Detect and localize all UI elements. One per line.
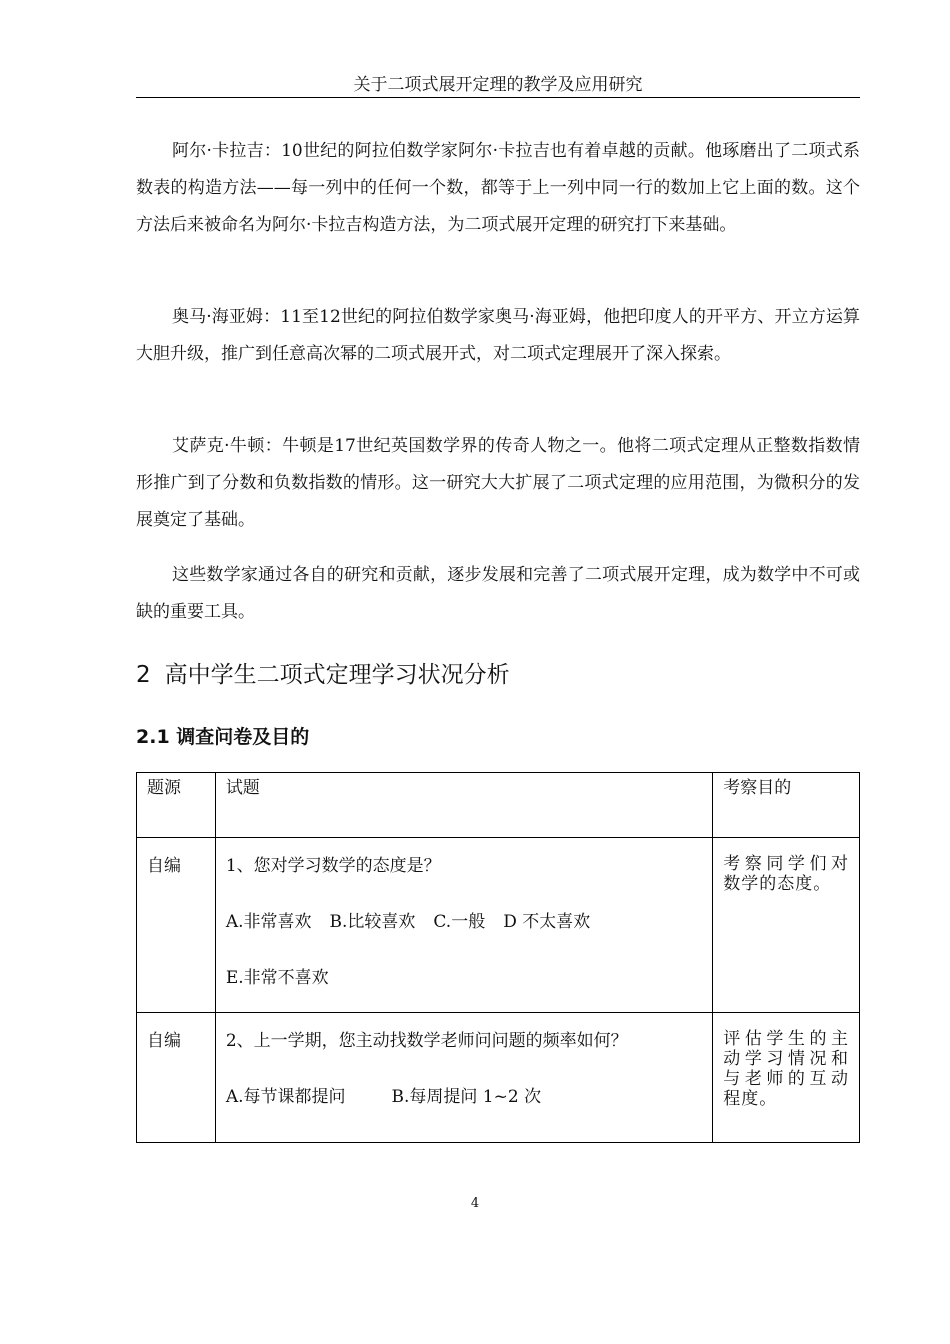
row-purpose: 评估学生的主动学习情况和与老师的互动程度。 [713, 1013, 860, 1143]
running-header: 关于二项式展开定理的教学及应用研究 [353, 75, 643, 95]
subsection-heading: 2.1 调查问卷及目的 [136, 726, 310, 748]
question-options: A.非常喜欢 B.比较喜欢 C.一般 D 不太喜欢 [225, 912, 591, 932]
paragraph-al-karaji: 阿尔·卡拉吉：10世纪的阿拉伯数学家阿尔·卡拉吉也有着卓越的贡献。他琢磨出了二项式系数表的构造方法——每一列中的任何一个数，都等于上一列中同一行的数加上它上面的数。这个方法后来被命名为阿尔·卡拉吉构造方法，为二项式展开定理的研究打下来基础。 [136, 141, 860, 235]
page-number: 4 [470, 1196, 480, 1211]
question-option-e: E.非常不喜欢 [225, 968, 329, 988]
section-title: 高中学生二项式定理学习状况分析 [164, 662, 510, 688]
question-options: A.每节课都提问 B.每周提问 1~2 次 [225, 1087, 542, 1107]
paragraph-isaac-newton: 艾萨克·牛顿：牛顿是17世纪英国数学界的传奇人物之一。他将二项式定理从正整数指数情形推广到了分数和负数指数的情形。这一研究大大扩展了二项式定理的应用范围，为微积分的发展奠定了基础。 [136, 436, 860, 530]
header-question: 试题 [215, 773, 712, 838]
question-text: 2、上一学期，您主动找数学老师问问题的频率如何？ [225, 1031, 628, 1051]
row-question [215, 1013, 712, 1143]
paragraph-omar-khayyam: 奥马·海亚姆：11至12世纪的阿拉伯数学家奥马·海亚姆，他把印度人的开平方、开立方运算大胆升级，推广到任意高次幂的二项式展开式，对二项式定理展开了深入探索。 [136, 307, 860, 364]
header-source: 题源 [137, 773, 216, 838]
header-purpose: 考察目的 [713, 773, 860, 838]
table-row [137, 838, 860, 1013]
table-header-row [137, 773, 860, 838]
paragraph-summary: 这些数学家通过各自的研究和贡献，逐步发展和完善了二项式展开定理，成为数学中不可或缺的重要工具。 [136, 565, 860, 622]
header-rule [136, 97, 860, 98]
row-purpose: 考察同学们对数学的态度。 [713, 838, 860, 1013]
survey-table [136, 772, 860, 1143]
question-text: 1、您对学习数学的态度是？ [225, 856, 441, 876]
section-heading [136, 657, 510, 693]
row-source: 自编 [137, 838, 216, 1013]
row-source: 自编 [137, 1013, 216, 1143]
row-question [215, 838, 712, 1013]
table-row [137, 1013, 860, 1143]
section-number: 2 [136, 662, 151, 688]
